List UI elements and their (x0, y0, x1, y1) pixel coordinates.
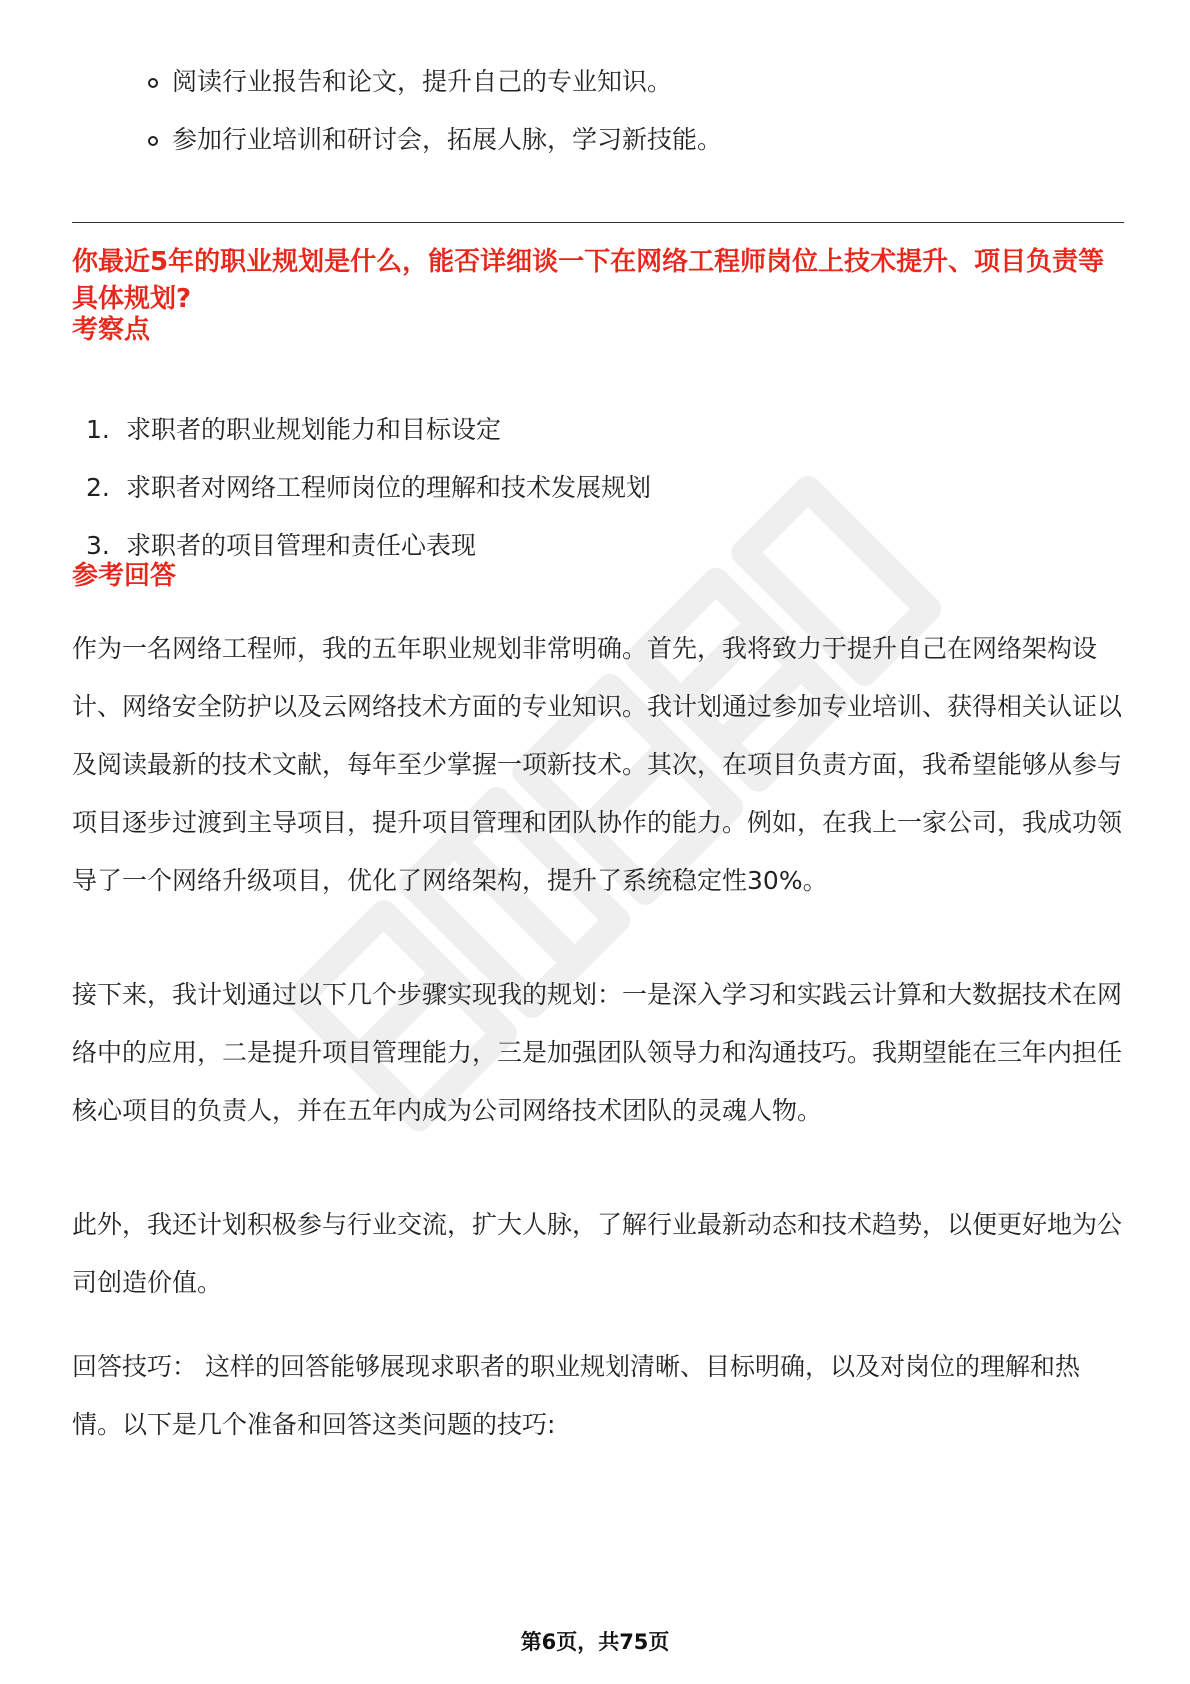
item-number: 1. (86, 415, 110, 444)
list-item (148, 62, 722, 120)
bullet-text: 阅读行业报告和论文，提升自己的专业知识。 (172, 67, 673, 96)
answer-paragraph: 此外，我还计划积极参与行业交流，扩大人脉，了解行业最新动态和技术趋势，以便更好地为公司创造价值。 (72, 1210, 1123, 1297)
item-number: 2. (86, 473, 110, 502)
answer-tips-paragraph: 回答技巧： 这样的回答能够展现求职者的职业规划清晰、目标明确，以及对岗位的理解和热情。以下是几个准备和回答这类问题的技巧: (72, 1352, 1080, 1439)
list-item (148, 120, 722, 178)
list-item (86, 468, 651, 526)
item-text: 求职者对网络工程师岗位的理解和技术发展规划 (126, 473, 652, 502)
item-number: 3. (86, 531, 110, 560)
question-heading: 你最近5年的职业规划是什么，能否详细谈一下在网络工程师岗位上技术提升、项目负责等具体规划? (72, 247, 1105, 314)
top-bullet-list (148, 62, 722, 178)
answer-paragraph: 接下来，我计划通过以下几个步骤实现我的规划：一是深入学习和实践云计算和大数据技术在网络中的应用，二是提升项目管理能力，三是加强团队领导力和沟通技巧。我期望能在三年内担任核心项目的负责人，并在五年内成为公司网络技术团队的灵魂人物。 (72, 980, 1123, 1125)
page-number: 第6页，共75页 (520, 1630, 670, 1654)
bullet-text: 参加行业培训和研讨会，拓展人脉，学习新技能。 (172, 125, 723, 154)
answer-paragraph: 作为一名网络工程师，我的五年职业规划非常明确。首先，我将致力于提升自己在网络架构设计、网络安全防护以及云网络技术方面的专业知识。我计划通过参加专业培训、获得相关认证以及阅读最新的技术文献，每年至少掌握一项新技术。其次，在项目负责方面，我希望能够从参与项目逐步过渡到主导项目，提升项目管理和团队协作的能力。例如，在我上一家公司，我成功领导了一个网络升级项目，优化了网络架构，提升了系统稳定性30%。 (72, 634, 1123, 895)
section-divider (72, 222, 1124, 223)
answer-title: 参考回答 (72, 561, 177, 591)
circle-bullet-icon (148, 136, 158, 146)
list-item (86, 410, 651, 468)
item-text: 求职者的职业规划能力和目标设定 (126, 415, 502, 444)
item-text: 求职者的项目管理和责任心表现 (126, 531, 477, 560)
circle-bullet-icon (148, 78, 158, 88)
points-title: 考察点 (72, 315, 151, 345)
